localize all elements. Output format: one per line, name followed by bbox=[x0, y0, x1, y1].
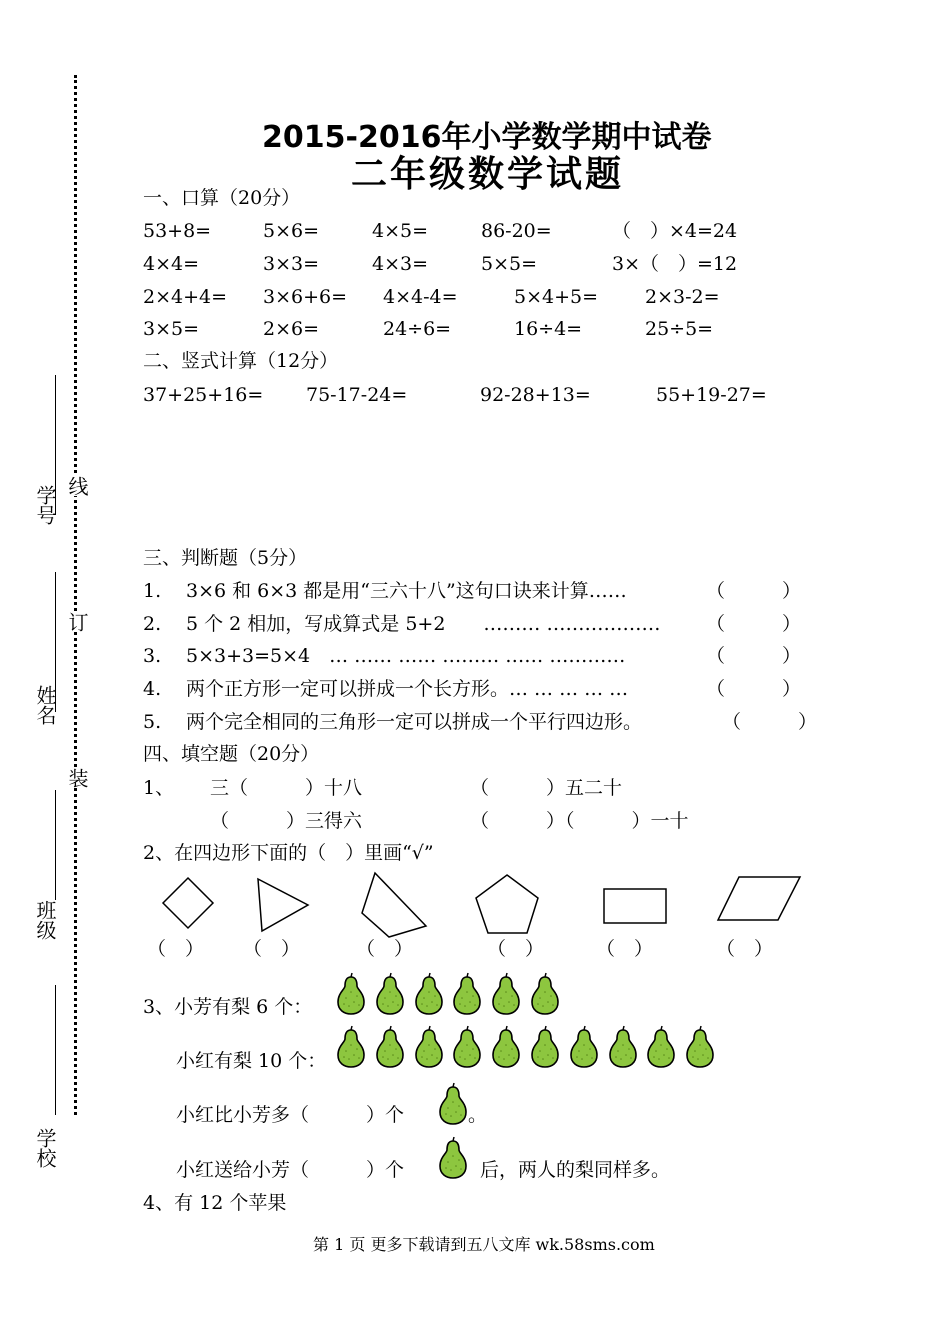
judge-item-number: 1. bbox=[143, 580, 162, 602]
fill-q3-line4-end: 后，两人的梨同样多。 bbox=[480, 1159, 671, 1181]
answer-paren[interactable]: （ ） bbox=[147, 938, 205, 960]
mental-math-item: 2×4+4= bbox=[143, 286, 228, 308]
judge-item-number: 5. bbox=[143, 711, 162, 733]
answer-paren[interactable]: （ ） bbox=[596, 938, 654, 960]
judge-item-text: 两个正方形一定可以拼成一个长方形。… … … … … bbox=[186, 678, 629, 700]
exam-title: 2015-2016年小学数学期中试卷 bbox=[262, 120, 712, 155]
pear-row-fang bbox=[334, 972, 567, 1020]
exam-subtitle: 二年级数学试题 bbox=[351, 154, 625, 195]
answer-paren[interactable]: （ ） bbox=[356, 938, 414, 960]
pear-icon bbox=[412, 1025, 446, 1073]
school-line bbox=[55, 985, 56, 1115]
binding-mark-ding: 订 bbox=[65, 612, 89, 632]
judge-item-text: 5×3+3=5×4 … …… …… ……… …… ………… bbox=[186, 645, 626, 667]
pear-icon bbox=[412, 972, 446, 1020]
mental-math-item: （ ）×4=24 bbox=[612, 220, 738, 242]
mental-math-item: 25÷5= bbox=[645, 318, 714, 340]
mental-math-item: 24÷6= bbox=[383, 318, 452, 340]
page-footer: 第 1 页 更多下载请到五八文库 wk.58sms.com bbox=[313, 1235, 655, 1254]
judge-answer-paren[interactable]: （ ） bbox=[706, 613, 802, 635]
pear-icon bbox=[450, 1025, 484, 1073]
answer-paren[interactable]: （ ） bbox=[716, 938, 774, 960]
mental-math-item: 3×6+6= bbox=[263, 286, 348, 308]
fill-q3-line2: 小红有梨 10 个： bbox=[176, 1050, 327, 1072]
answer-paren[interactable]: （ ） bbox=[243, 938, 301, 960]
fill-q3-line3-end: 。 bbox=[468, 1104, 488, 1126]
vertical-calc-item: 55+19-27= bbox=[656, 384, 767, 406]
judge-item-number: 2. bbox=[143, 613, 162, 635]
mental-math-item: 5×6= bbox=[263, 220, 320, 242]
fill-q3-line3: 小红比小芳多（ ）个 bbox=[176, 1104, 405, 1126]
mental-math-item: 86-20= bbox=[481, 220, 552, 242]
pear-icon bbox=[436, 1136, 470, 1184]
pear-row-hong bbox=[334, 1025, 722, 1073]
binding-mark-xian: 线 bbox=[65, 476, 89, 496]
judge-answer-paren[interactable]: （ ） bbox=[722, 711, 818, 733]
mental-math-item: 3×3= bbox=[263, 253, 320, 275]
pear-icon bbox=[489, 972, 523, 1020]
pear-icon bbox=[334, 972, 368, 1020]
fill-q2-prompt: 2、在四边形下面的（ ）里画“√” bbox=[143, 842, 434, 864]
binding-dotted-line bbox=[74, 75, 77, 1115]
irregular-quadrilateral-shape bbox=[362, 873, 426, 937]
judge-answer-paren[interactable]: （ ） bbox=[706, 580, 802, 602]
pear-icon bbox=[528, 972, 562, 1020]
mental-math-item: 5×4+5= bbox=[514, 286, 599, 308]
pear-icon bbox=[450, 972, 484, 1020]
answer-paren[interactable]: （ ） bbox=[487, 938, 545, 960]
class-label: 班级 bbox=[33, 900, 57, 940]
pear-icon bbox=[683, 1025, 717, 1073]
judge-answer-paren[interactable]: （ ） bbox=[706, 645, 802, 667]
mental-math-item: 4×3= bbox=[372, 253, 429, 275]
mental-math-item: 16÷4= bbox=[514, 318, 583, 340]
fill-q1-b: （ ）五二十 bbox=[470, 777, 623, 799]
pear-icon bbox=[567, 1025, 601, 1073]
rectangle-shape bbox=[604, 889, 666, 923]
judge-item-text: 5 个 2 相加，写成算式是 5+2 ……… ……………… bbox=[186, 613, 661, 635]
judge-item-text: 3×6 和 6×3 都是用“三六十八”这句口诀来计算…… bbox=[186, 580, 627, 602]
fill-q4: 4、有 12 个苹果 bbox=[143, 1192, 287, 1214]
pear-icon bbox=[606, 1025, 640, 1073]
mental-math-item: 2×3-2= bbox=[645, 286, 720, 308]
mental-math-item: 53+8= bbox=[143, 220, 212, 242]
fill-q1-a: 三（ ）十八 bbox=[210, 777, 363, 799]
fill-q1-c: （ ）三得六 bbox=[210, 810, 363, 832]
pentagon-shape bbox=[476, 875, 538, 933]
vertical-calc-item: 92-28+13= bbox=[480, 384, 591, 406]
mental-math-item: 5×5= bbox=[481, 253, 538, 275]
section-1-heading: 一、口算（20分） bbox=[143, 187, 301, 209]
mental-math-item: 4×5= bbox=[372, 220, 429, 242]
vertical-calc-item: 37+25+16= bbox=[143, 384, 264, 406]
judge-item-number: 4. bbox=[143, 678, 162, 700]
student-id-label: 学号 bbox=[33, 485, 57, 525]
name-label: 姓名 bbox=[33, 685, 57, 725]
fill-q3-line4: 小红送给小芳（ ）个 bbox=[176, 1159, 405, 1181]
judge-answer-paren[interactable]: （ ） bbox=[706, 678, 802, 700]
section-4-heading: 四、填空题（20分） bbox=[143, 743, 320, 765]
mental-math-item: 2×6= bbox=[263, 318, 320, 340]
shapes-row bbox=[0, 865, 950, 945]
mental-math-item: 4×4= bbox=[143, 253, 200, 275]
section-2-heading: 二、竖式计算（12分） bbox=[143, 350, 339, 372]
pear-icon bbox=[373, 972, 407, 1020]
fill-q1-number: 1、 bbox=[143, 777, 175, 799]
pear-icon bbox=[436, 1082, 470, 1130]
pear-icon bbox=[334, 1025, 368, 1073]
triangle-shape bbox=[258, 879, 308, 931]
pear-icon bbox=[373, 1025, 407, 1073]
fill-q3-line1: 3、小芳有梨 6 个： bbox=[143, 996, 313, 1018]
parallelogram-shape bbox=[718, 877, 800, 920]
pear-icon bbox=[528, 1025, 562, 1073]
fill-q1-d: （ ）（ ）一十 bbox=[470, 810, 689, 832]
school-label: 学校 bbox=[33, 1128, 57, 1168]
judge-item-number: 3. bbox=[143, 645, 162, 667]
vertical-calc-item: 75-17-24= bbox=[306, 384, 408, 406]
pear-icon bbox=[489, 1025, 523, 1073]
mental-math-item: 3×5= bbox=[143, 318, 200, 340]
diamond-shape bbox=[163, 878, 213, 928]
binding-mark-zhuang: 装 bbox=[65, 768, 89, 788]
section-3-heading: 三、判断题（5分） bbox=[143, 547, 308, 569]
mental-math-item: 3×（ ）=12 bbox=[612, 253, 738, 275]
mental-math-item: 4×4-4= bbox=[383, 286, 458, 308]
pear-icon bbox=[644, 1025, 678, 1073]
judge-item-text: 两个完全相同的三角形一定可以拼成一个平行四边形。 bbox=[186, 711, 643, 733]
